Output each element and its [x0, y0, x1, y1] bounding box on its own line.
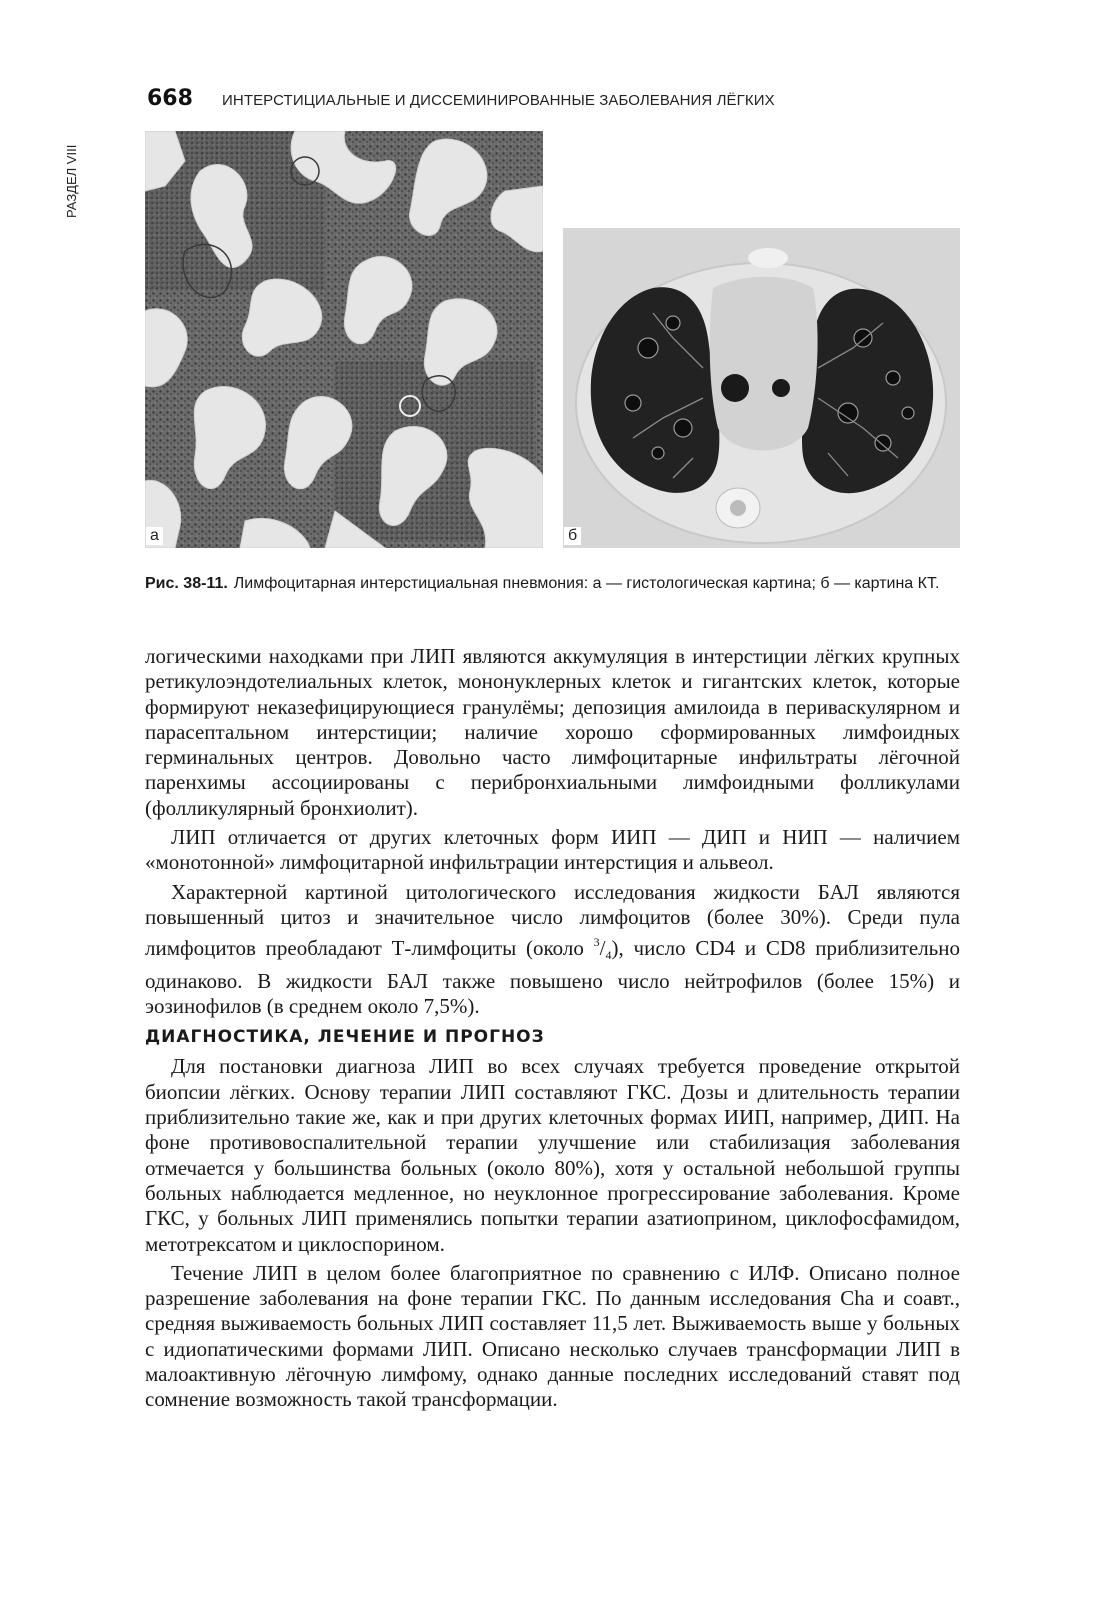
figure-label: Рис. 38-11.: [145, 575, 228, 592]
paragraph-4: Для постановки диагноза ЛИП во всех случаях требуется проведение открытой биопсии лёгких. Основу терапии ЛИП составляют ГКС. Дозы и длительность терапии приблизительно такие же, как и при других клеточных формах ИИП, например, ДИП. На фоне противовоспалительной терапии улучшение или стабилизация заболевания отмечается у большинства больных (около 80%), хотя у остальной небольшой группы больных наблюдается медленное, но неуклонное прогрессирование заболевания. Кроме ГКС, у больных ЛИП применялись попытки терапии азатиоприном, циклофосфамидом, метотрексатом и циклоспорином.: [145, 1054, 960, 1256]
paragraph-3-start: Характерной картиной цитологического исследования жидкости БАЛ являются повышенный цитоз и значительное число лимфоцитов (более 30%). Среди пула лимфоцитов преобладают Т-лимфоциты (около: [145, 879, 960, 961]
paragraph-3: [145, 880, 960, 1019]
histology-image: [145, 131, 543, 548]
page-number: 668: [147, 86, 193, 111]
paragraph-3-end: ), число CD4 и CD8 приблизительно одинаково. В жидкости БАЛ также повышено число нейтрофилов (более 15%) и эозинофилов (в среднем около 7,5%).: [145, 936, 960, 1018]
section-heading: ДИАГНОСТИКА, ЛЕЧЕНИЕ И ПРОГНОЗ: [145, 1027, 545, 1048]
running-title: ИНТЕРСТИЦИАЛЬНЫЕ И ДИССЕМИНИРОВАННЫЕ ЗАБОЛЕВАНИЯ ЛЁГКИХ: [222, 92, 775, 109]
paragraph-5: Течение ЛИП в целом более благоприятное по сравнению с ИЛФ. Описано полное разрешение заболевания на фоне терапии ГКС. По данным исследования Cha и соавт., средняя выживаемость больных ЛИП составляет 11,5 лет. Выживаемость выше у больных с идиопатическими формами ЛИП. Описано несколько случаев трансформации ЛИП в малоактивную лёгочную лимфому, однако данные последних исследований ставят под сомнение возможность такой трансформации.: [145, 1260, 960, 1412]
fraction-numerator: 3: [593, 935, 600, 950]
section-label: РАЗДЕЛ VIII: [64, 144, 79, 218]
panel-a-label: а: [146, 527, 163, 545]
ct-scan-image: [563, 228, 960, 548]
panel-b-label: б: [564, 527, 581, 545]
fraction-denominator: 4: [605, 948, 612, 963]
paragraph-2: ЛИП отличается от других клеточных форм ИИП — ДИП и НИП — наличием «монотонной» лимфоцитарной инфильтрации интерстиция и альвеол.: [145, 825, 960, 875]
figure-caption-text: Лимфоцитарная интерстициальная пневмония: а — гистологическая картина; б — картина КТ.: [233, 575, 940, 592]
figure-caption: [145, 573, 960, 594]
fraction-slash: /: [599, 936, 606, 961]
body-text: [145, 644, 960, 1417]
paragraph-1: логическими находками при ЛИП являются аккумуляция в интерстиции лёгких крупных ретикулоэндотелиальных клеток, мононуклерных клеток и гигантских клеток, которые формируют неказефицирующиеся гранулёмы; депозиция амилоида в периваскулярном и парасептальном интерстиции; наличие хорошо сформированных лимфоидных герминальных центров. Довольно часто лимфоцитарные инфильтраты лёгочной паренхимы ассоциированы с перибронхиальными лимфоидными фолликулами (фолликулярный бронхиолит).: [145, 644, 960, 820]
